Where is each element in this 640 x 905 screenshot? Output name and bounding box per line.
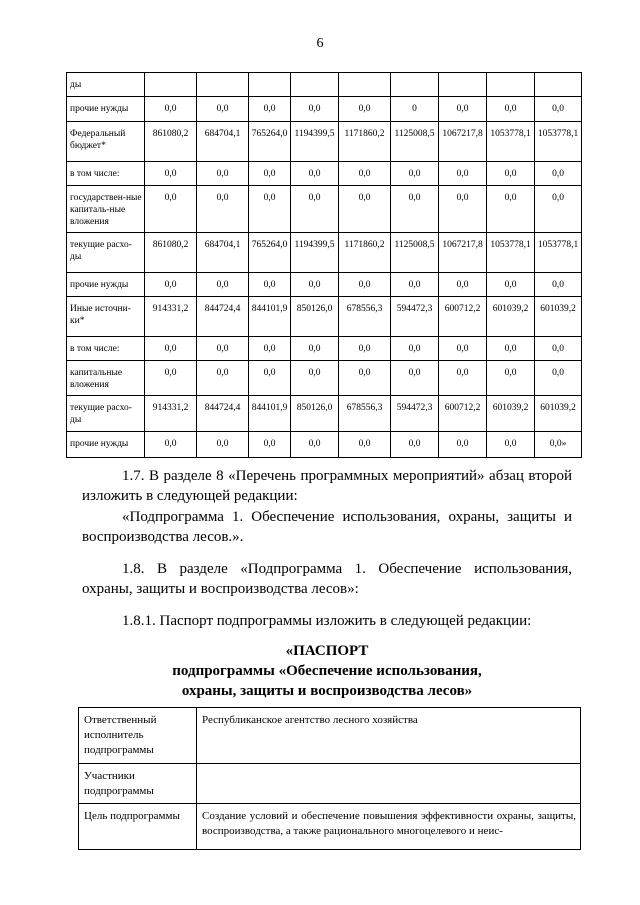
finance-cell: 601039,2: [535, 396, 582, 432]
finance-cell: 914331,2: [145, 297, 197, 337]
finance-cell: 861080,2: [145, 122, 197, 162]
finance-cell: 0,0: [249, 186, 291, 233]
finance-cell: 0,0: [439, 273, 487, 297]
passport-row-label: Цель подпрограммы: [79, 804, 197, 850]
finance-cell: 1194399,5: [291, 233, 339, 273]
finance-cell: 765264,0: [249, 233, 291, 273]
finance-cell: 0: [391, 97, 439, 122]
finance-row: [67, 122, 582, 162]
passport-title: «ПАСПОРТ: [285, 643, 369, 659]
passport-subtitle-line-2: охраны, защиты и воспроизводства лесов»: [181, 683, 473, 699]
finance-cell: 914331,2: [145, 396, 197, 432]
finance-cell: 0,0: [339, 432, 391, 458]
finance-row-label: текущие расхо-ды: [67, 396, 145, 432]
finance-cell: 0,0: [197, 97, 249, 122]
finance-cell: 1053778,1: [535, 233, 582, 273]
passport-row: [79, 708, 581, 764]
finance-cell: 0,0: [487, 273, 535, 297]
finance-cell: 0,0: [439, 97, 487, 122]
passport-row: [79, 764, 581, 804]
finance-row: [67, 97, 582, 122]
finance-row-label: ды: [67, 73, 145, 97]
finance-cell: 0,0: [487, 162, 535, 186]
finance-cell: 1171860,2: [339, 122, 391, 162]
finance-cell: 1194399,5: [291, 122, 339, 162]
finance-cell: 850126,0: [291, 396, 339, 432]
finance-cell: 0,0: [535, 97, 582, 122]
finance-cell: 0,0: [535, 361, 582, 396]
finance-cell: 0,0: [145, 186, 197, 233]
finance-row-label: Федеральный бюджет*: [67, 122, 145, 162]
finance-cell: 0,0: [487, 432, 535, 458]
finance-cell: 594472,3: [391, 396, 439, 432]
finance-cell: 861080,2: [145, 233, 197, 273]
finance-cell: 0,0: [439, 432, 487, 458]
finance-cell: 765264,0: [249, 122, 291, 162]
paragraph-1-7: 1.7. В разделе 8 «Перечень программных мероприятий» абзац второй изложить в следующей редакции:: [82, 468, 572, 504]
finance-cell: 0,0: [439, 162, 487, 186]
finance-cell: 0,0: [145, 273, 197, 297]
passport-row-value: [197, 764, 581, 804]
finance-cell: 1171860,2: [339, 233, 391, 273]
finance-cell: 0,0: [249, 162, 291, 186]
finance-cell: 844724,4: [197, 396, 249, 432]
finance-cell: 0,0: [339, 162, 391, 186]
finance-row-label: текущие расхо-ды: [67, 233, 145, 273]
finance-cell: 0,0: [291, 186, 339, 233]
finance-row: [67, 233, 582, 273]
finance-cell: 0,0: [249, 361, 291, 396]
finance-cell: 1053778,1: [487, 122, 535, 162]
finance-cell: 0,0: [339, 361, 391, 396]
finance-cell: [339, 73, 391, 97]
finance-cell: 601039,2: [535, 297, 582, 337]
finance-cell: 0,0: [145, 162, 197, 186]
finance-cell: 0,0: [291, 432, 339, 458]
finance-cell: 0,0: [487, 361, 535, 396]
finance-row: [67, 337, 582, 361]
finance-cell: 0,0: [197, 432, 249, 458]
finance-table-body: [67, 73, 582, 458]
finance-cell: 0,0: [439, 337, 487, 361]
finance-cell: 1053778,1: [487, 233, 535, 273]
finance-row-label: прочие нужды: [67, 432, 145, 458]
finance-cell: 844724,4: [197, 297, 249, 337]
passport-table: [78, 707, 581, 850]
finance-cell: 600712,2: [439, 297, 487, 337]
page-number: 6: [316, 36, 324, 51]
finance-cell: 0,0: [145, 361, 197, 396]
finance-row: [67, 396, 582, 432]
finance-row: [67, 361, 582, 396]
finance-cell: 1067217,8: [439, 122, 487, 162]
finance-cell: 1125008,5: [391, 233, 439, 273]
finance-cell: 844101,9: [249, 396, 291, 432]
finance-cell: [197, 73, 249, 97]
finance-cell: 684704,1: [197, 233, 249, 273]
finance-cell: 0,0: [197, 361, 249, 396]
passport-row: [79, 804, 581, 850]
finance-row: [67, 162, 582, 186]
finance-cell: 601039,2: [487, 396, 535, 432]
finance-cell: 0,0: [391, 186, 439, 233]
finance-cell: 0,0: [249, 97, 291, 122]
passport-table-body: [79, 708, 581, 850]
passport-row-value: Создание условий и обеспечение повышения эффективности охраны, защиты, воспроизводства, а также рационального многоцелевого и неис-: [197, 804, 581, 850]
finance-cell: 0,0: [291, 273, 339, 297]
finance-cell: 0,0: [197, 273, 249, 297]
finance-table: [66, 72, 582, 458]
finance-cell: 600712,2: [439, 396, 487, 432]
finance-cell: 0,0: [145, 337, 197, 361]
paragraph-1-8-1: 1.8.1. Паспорт подпрограммы изложить в следующей редакции:: [122, 613, 532, 629]
finance-row-label: в том числе:: [67, 337, 145, 361]
finance-cell: 0,0: [291, 337, 339, 361]
finance-row: [67, 432, 582, 458]
finance-cell: 0,0: [291, 162, 339, 186]
finance-row-label: прочие нужды: [67, 273, 145, 297]
passport-subtitle-line-1: подпрограммы «Обеспечение использования,: [172, 663, 482, 679]
finance-cell: [145, 73, 197, 97]
finance-cell: 0,0: [535, 273, 582, 297]
passport-row-value: Республиканское агентство лесного хозяйства: [197, 708, 581, 764]
finance-cell: 0,0: [535, 186, 582, 233]
finance-cell: 850126,0: [291, 297, 339, 337]
finance-cell: 0,0»: [535, 432, 582, 458]
finance-cell: 0,0: [391, 432, 439, 458]
finance-row: [67, 273, 582, 297]
finance-cell: [391, 73, 439, 97]
finance-cell: 0,0: [249, 337, 291, 361]
finance-cell: 0,0: [291, 97, 339, 122]
finance-cell: 0,0: [197, 337, 249, 361]
passport-row-label: Участники подпрограммы: [79, 764, 197, 804]
finance-cell: 0,0: [439, 186, 487, 233]
finance-cell: [535, 73, 582, 97]
finance-cell: 0,0: [535, 162, 582, 186]
passport-row-label: Ответственный исполнитель подпрограммы: [79, 708, 197, 764]
finance-cell: 0,0: [197, 162, 249, 186]
finance-cell: 0,0: [391, 162, 439, 186]
finance-cell: 601039,2: [487, 297, 535, 337]
finance-cell: 1125008,5: [391, 122, 439, 162]
finance-cell: 0,0: [339, 186, 391, 233]
finance-row-label: прочие нужды: [67, 97, 145, 122]
finance-cell: 0,0: [339, 273, 391, 297]
finance-cell: 0,0: [487, 337, 535, 361]
finance-cell: 0,0: [439, 361, 487, 396]
finance-row-label: государствен-ные капиталь-ные вложения: [67, 186, 145, 233]
finance-cell: 0,0: [391, 273, 439, 297]
finance-row: [67, 73, 582, 97]
finance-cell: 0,0: [487, 97, 535, 122]
finance-cell: 0,0: [339, 337, 391, 361]
finance-cell: [439, 73, 487, 97]
finance-cell: 0,0: [487, 186, 535, 233]
finance-cell: 678556,3: [339, 396, 391, 432]
paragraph-subprogram-title: «Подпрограмма 1. Обеспечение использования, охраны, защиты и воспроизводства лесов.».: [82, 509, 572, 545]
finance-cell: 0,0: [197, 186, 249, 233]
finance-row-label: в том числе:: [67, 162, 145, 186]
finance-cell: [291, 73, 339, 97]
finance-cell: 0,0: [249, 432, 291, 458]
finance-cell: 0,0: [535, 337, 582, 361]
finance-cell: 0,0: [391, 337, 439, 361]
finance-cell: 0,0: [145, 432, 197, 458]
finance-cell: 678556,3: [339, 297, 391, 337]
finance-row-label: капитальные вложения: [67, 361, 145, 396]
finance-cell: 594472,3: [391, 297, 439, 337]
finance-cell: 0,0: [145, 97, 197, 122]
finance-cell: 0,0: [291, 361, 339, 396]
finance-cell: 684704,1: [197, 122, 249, 162]
finance-row-label: Иные источни-ки*: [67, 297, 145, 337]
finance-cell: 1067217,8: [439, 233, 487, 273]
finance-cell: 0,0: [391, 361, 439, 396]
finance-cell: [249, 73, 291, 97]
finance-cell: 0,0: [339, 97, 391, 122]
finance-cell: 1053778,1: [535, 122, 582, 162]
finance-cell: 0,0: [249, 273, 291, 297]
finance-row: [67, 297, 582, 337]
finance-row: [67, 186, 582, 233]
paragraph-1-8: 1.8. В разделе «Подпрограмма 1. Обеспечение использования, охраны, защиты и воспроизводства лесов»:: [82, 561, 572, 597]
finance-cell: [487, 73, 535, 97]
finance-cell: 844101,9: [249, 297, 291, 337]
